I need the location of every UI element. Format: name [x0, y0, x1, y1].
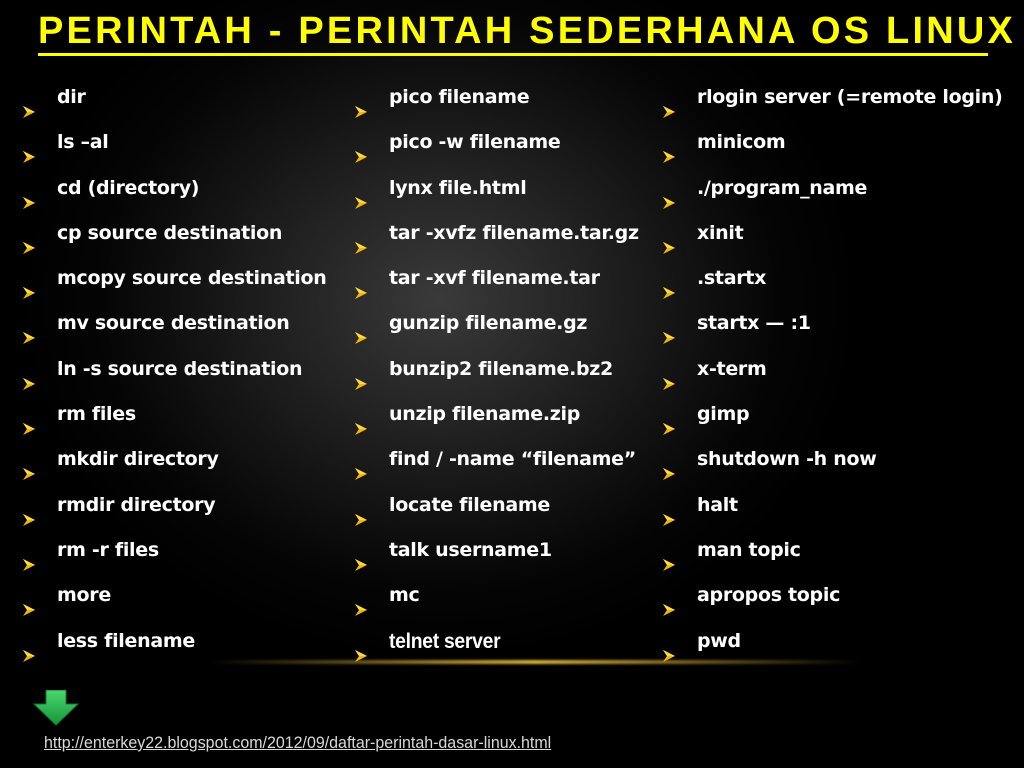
- chevron-arrow-bullet-icon: [354, 544, 368, 558]
- command-text: cd (directory): [57, 176, 200, 199]
- command-item: [20, 483, 350, 528]
- chevron-arrow-bullet-icon: [22, 272, 36, 286]
- chevron-arrow-bullet-icon: [22, 544, 36, 558]
- command-text: pico filename: [389, 86, 530, 108]
- command-item: [352, 120, 662, 165]
- command-text: mkdir directory: [57, 448, 219, 471]
- chevron-arrow-bullet-icon: [354, 453, 368, 467]
- chevron-arrow-bullet-icon: [354, 182, 368, 196]
- chevron-arrow-bullet-icon: [662, 227, 676, 241]
- command-text: lynx file.html: [389, 176, 527, 199]
- command-text: tar -xvfz filename.tar.gz: [389, 221, 639, 244]
- chevron-arrow-bullet-icon: [354, 635, 368, 649]
- command-item: [660, 528, 1020, 573]
- chevron-arrow-bullet-icon: [22, 317, 36, 331]
- decorative-glow-line: [210, 660, 860, 664]
- chevron-arrow-bullet-icon: [354, 499, 368, 513]
- command-item: [352, 483, 662, 528]
- command-item: [660, 301, 1020, 346]
- chevron-arrow-bullet-icon: [354, 136, 368, 150]
- chevron-arrow-bullet-icon: [354, 227, 368, 241]
- command-item: [660, 75, 1020, 120]
- chevron-arrow-bullet-icon: [662, 544, 676, 558]
- command-text: bunzip2 filename.bz2: [389, 357, 613, 380]
- command-text: minicom: [697, 131, 786, 154]
- command-text: talk username1: [389, 538, 552, 561]
- chevron-arrow-bullet-icon: [22, 589, 36, 603]
- chevron-arrow-bullet-icon: [662, 453, 676, 467]
- command-text: rmdir directory: [57, 493, 216, 516]
- command-item: [20, 347, 350, 392]
- command-text: ln -s source destination: [57, 357, 303, 380]
- command-column-1: [20, 75, 350, 664]
- command-item: [660, 166, 1020, 211]
- command-item: [20, 528, 350, 573]
- command-item: [352, 573, 662, 618]
- command-item: [352, 347, 662, 392]
- chevron-arrow-bullet-icon: [662, 499, 676, 513]
- command-item: [660, 573, 1020, 618]
- command-item: [660, 211, 1020, 256]
- green-down-arrow-icon[interactable]: [32, 690, 80, 726]
- chevron-arrow-bullet-icon: [22, 499, 36, 513]
- chevron-arrow-bullet-icon: [22, 453, 36, 467]
- chevron-arrow-bullet-icon: [22, 363, 36, 377]
- command-text: rlogin server (=remote login): [697, 86, 1003, 108]
- command-item: [20, 619, 350, 664]
- command-text: halt: [697, 493, 738, 516]
- command-item: [660, 120, 1020, 165]
- slide-title: PERINTAH - PERINTAH SEDERHANA OS LINUX: [38, 10, 1017, 52]
- command-text: startx — :1: [697, 312, 811, 335]
- chevron-arrow-bullet-icon: [22, 408, 36, 422]
- source-link[interactable]: http://enterkey22.blogspot.com/2012/09/daftar-perintah-dasar-linux.html: [44, 733, 552, 752]
- command-text: mcopy source destination: [57, 267, 327, 290]
- command-text: gunzip filename.gz: [389, 312, 588, 335]
- chevron-arrow-bullet-icon: [354, 589, 368, 603]
- command-item: [660, 392, 1020, 437]
- command-item: [20, 573, 350, 618]
- title-underline: [38, 53, 988, 56]
- command-item: [20, 301, 350, 346]
- command-text: ls –al: [57, 131, 109, 154]
- chevron-arrow-bullet-icon: [22, 635, 36, 649]
- command-text: unzip filename.zip: [389, 403, 581, 426]
- command-column-3: [660, 75, 1020, 664]
- command-item: [660, 256, 1020, 301]
- command-item: [352, 75, 662, 120]
- chevron-arrow-bullet-icon: [354, 91, 368, 105]
- chevron-arrow-bullet-icon: [662, 317, 676, 331]
- command-text: tar -xvf filename.tar: [389, 267, 600, 290]
- command-item: [20, 166, 350, 211]
- command-text: gimp: [697, 403, 750, 426]
- command-item: [20, 437, 350, 482]
- command-item: [352, 392, 662, 437]
- command-item: [352, 256, 662, 301]
- command-text: more: [57, 584, 111, 607]
- command-text: rm files: [57, 403, 136, 426]
- command-item: [352, 437, 662, 482]
- chevron-arrow-bullet-icon: [662, 408, 676, 422]
- chevron-arrow-bullet-icon: [662, 136, 676, 150]
- command-item: [20, 75, 350, 120]
- chevron-arrow-bullet-icon: [22, 227, 36, 241]
- command-item: [352, 166, 662, 211]
- command-text: rm -r files: [57, 538, 159, 561]
- command-item: [660, 619, 1020, 664]
- command-text: mv source destination: [57, 312, 290, 335]
- command-text: find / -name “filename”: [389, 448, 636, 471]
- chevron-arrow-bullet-icon: [662, 182, 676, 196]
- command-text: cp source destination: [57, 221, 283, 244]
- command-item: [20, 392, 350, 437]
- command-text: xinit: [697, 221, 744, 244]
- chevron-arrow-bullet-icon: [662, 635, 676, 649]
- chevron-arrow-bullet-icon: [662, 363, 676, 377]
- command-text: x-term: [697, 357, 767, 380]
- chevron-arrow-bullet-icon: [22, 182, 36, 196]
- chevron-arrow-bullet-icon: [354, 408, 368, 422]
- chevron-arrow-bullet-icon: [22, 91, 36, 105]
- command-text: less filename: [57, 629, 195, 652]
- chevron-arrow-bullet-icon: [662, 91, 676, 105]
- command-item: [20, 120, 350, 165]
- command-text: man topic: [697, 538, 801, 561]
- command-item: [20, 211, 350, 256]
- chevron-arrow-bullet-icon: [662, 272, 676, 286]
- chevron-arrow-bullet-icon: [354, 363, 368, 377]
- command-item: [660, 483, 1020, 528]
- command-item: [352, 619, 662, 664]
- command-item: [660, 347, 1020, 392]
- command-text: mc: [389, 584, 420, 607]
- chevron-arrow-bullet-icon: [354, 317, 368, 331]
- command-text: locate filename: [389, 493, 550, 516]
- command-item: [660, 437, 1020, 482]
- chevron-arrow-bullet-icon: [22, 136, 36, 150]
- command-text: ./program_name: [697, 176, 868, 199]
- command-text: dir: [57, 86, 86, 108]
- command-item: [20, 256, 350, 301]
- command-item: [352, 301, 662, 346]
- command-text: telnet server: [389, 629, 501, 653]
- command-text: pico -w filename: [389, 131, 561, 154]
- command-text: shutdown -h now: [697, 448, 877, 471]
- chevron-arrow-bullet-icon: [662, 589, 676, 603]
- command-item: [352, 528, 662, 573]
- command-column-2: [352, 75, 662, 664]
- command-text: pwd: [697, 629, 741, 652]
- command-text: apropos topic: [697, 584, 841, 607]
- chevron-arrow-bullet-icon: [354, 272, 368, 286]
- command-text: .startx: [697, 267, 767, 290]
- command-item: [352, 211, 662, 256]
